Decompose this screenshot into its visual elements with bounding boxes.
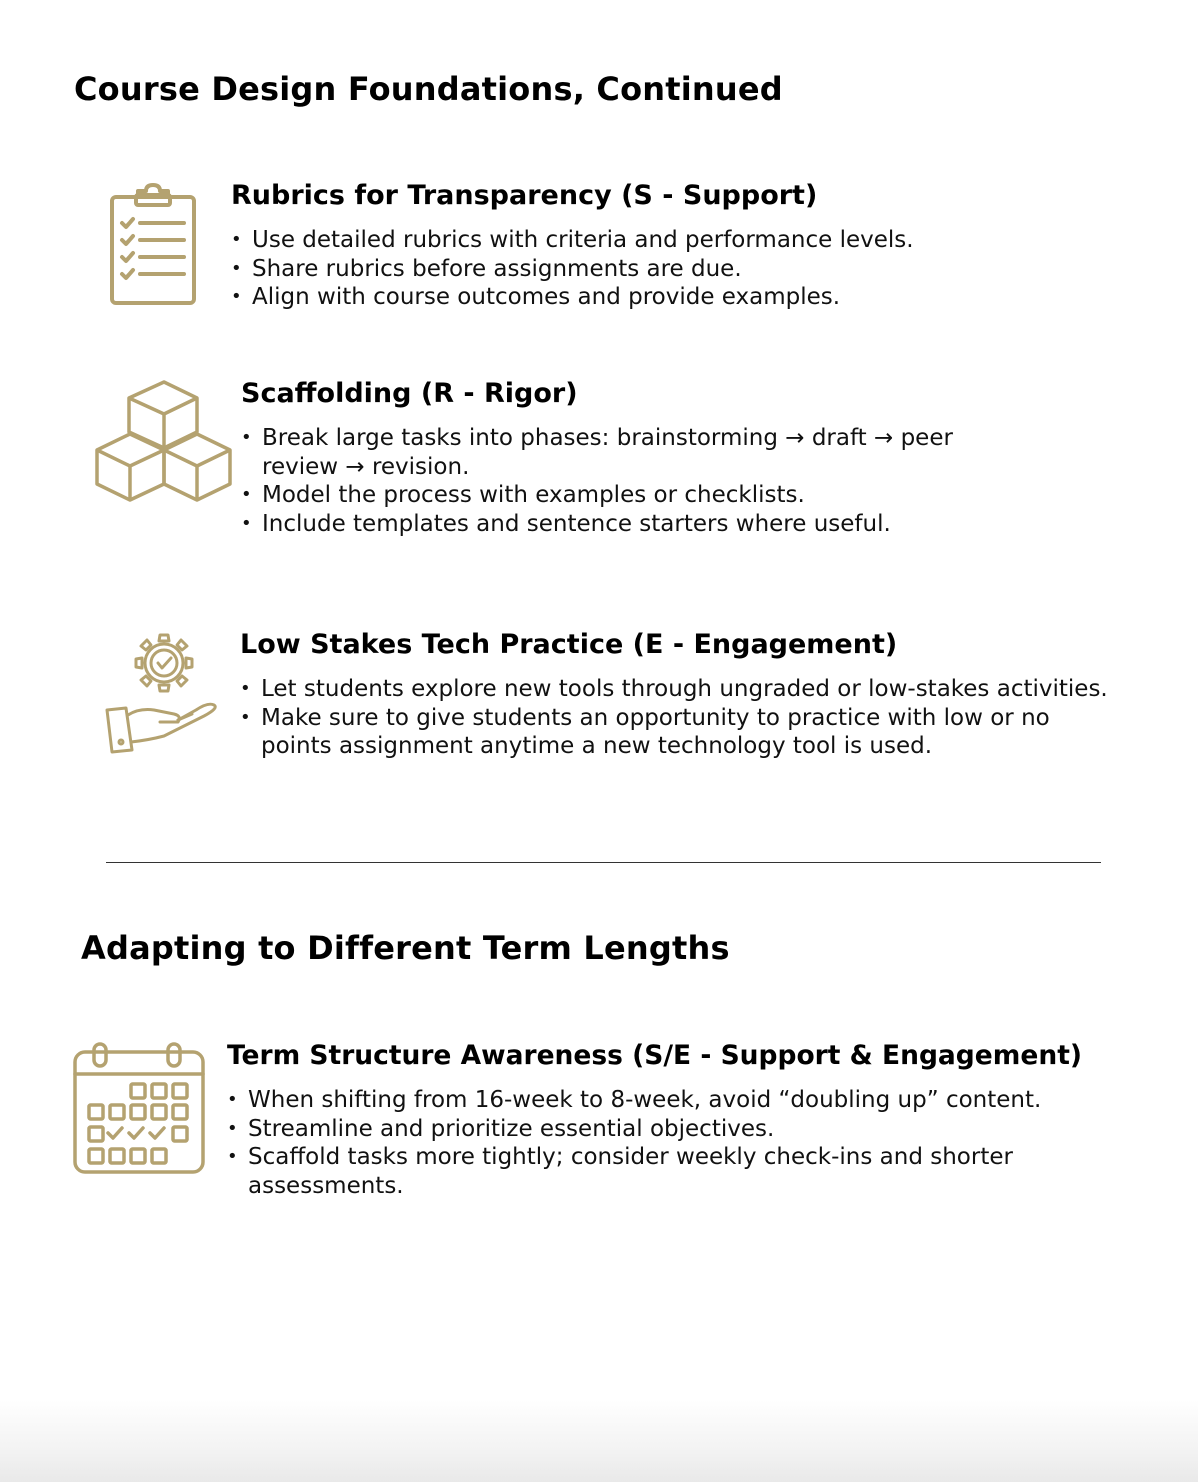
bullet-marker: • <box>227 1117 238 1139</box>
clipboard-checklist-icon <box>108 183 198 308</box>
bullet-text: Streamline and prioritize essential objectives. <box>248 1115 775 1142</box>
bullet-text: Include templates and sentence starters where useful. <box>262 510 891 537</box>
list-item <box>240 675 1125 704</box>
bullet-marker: • <box>240 706 251 728</box>
section-title-term-lengths: Adapting to Different Term Lengths <box>81 929 730 967</box>
block-title-low-stakes: Low Stakes Tech Practice (E - Engagement) <box>240 629 898 660</box>
bullet-text: Let students explore new tools through ungraded or low-stakes activities. <box>261 676 1108 702</box>
term-structure-bullet-list <box>227 1086 1047 1200</box>
list-item <box>227 1086 1047 1115</box>
block-title-term-structure: Term Structure Awareness (S/E - Support & Engagement) <box>227 1040 1082 1071</box>
calendar-icon <box>72 1040 207 1175</box>
gear-hand-icon <box>104 630 224 755</box>
bullet-marker: • <box>241 484 252 506</box>
bullet-text: Model the process with examples or checklists. <box>262 482 805 509</box>
list-item <box>241 510 1011 539</box>
rubrics-block <box>231 180 1131 312</box>
section-divider <box>106 862 1101 863</box>
scaffolding-block <box>241 378 1011 538</box>
page-bottom-shade <box>0 1400 1198 1482</box>
list-item <box>241 424 1011 481</box>
bullet-marker: • <box>240 678 251 699</box>
bullet-marker: • <box>231 286 242 308</box>
bullet-marker: • <box>231 257 242 279</box>
bullet-marker: • <box>227 1146 238 1168</box>
bullet-text: When shifting from 16-week to 8-week, avoid “doubling up” content. <box>248 1087 1042 1113</box>
rubrics-bullet-list <box>231 226 1131 312</box>
section-title-course-design: Course Design Foundations, Continued <box>74 70 783 108</box>
low-stakes-block <box>240 629 1140 761</box>
list-item <box>241 481 1011 510</box>
bullet-text: Scaffold tasks more tightly; consider weekly check-ins and shorter assessments. <box>248 1144 1013 1199</box>
bullet-marker: • <box>241 512 252 534</box>
bullet-text: Align with course outcomes and provide examples. <box>252 284 841 311</box>
list-item <box>231 255 1131 284</box>
scaffolding-bullet-list <box>241 424 1011 538</box>
bullet-text: Share rubrics before assignments are due. <box>252 255 742 282</box>
block-title-scaffolding: Scaffolding (R - Rigor) <box>241 378 578 409</box>
low-stakes-bullet-list <box>240 675 1125 761</box>
stacked-cubes-icon <box>94 380 234 505</box>
bullet-marker: • <box>227 1089 238 1110</box>
bullet-text: Break large tasks into phases: brainstorming → draft → peer review → revision. <box>262 425 953 480</box>
list-item <box>240 704 1125 761</box>
list-item <box>227 1115 1047 1144</box>
bullet-marker: • <box>241 427 252 448</box>
list-item <box>231 283 1131 312</box>
list-item <box>231 226 1131 255</box>
bullet-text: Use detailed rubrics with criteria and performance levels. <box>252 227 914 253</box>
bullet-marker: • <box>231 229 242 250</box>
bullet-text: Make sure to give students an opportunity to practice with low or no points assignment anytime a new technology tool is used. <box>261 704 1050 760</box>
term-structure-block <box>227 1040 1147 1200</box>
block-title-rubrics: Rubrics for Transparency (S - Support) <box>231 180 818 211</box>
list-item <box>227 1143 1047 1200</box>
